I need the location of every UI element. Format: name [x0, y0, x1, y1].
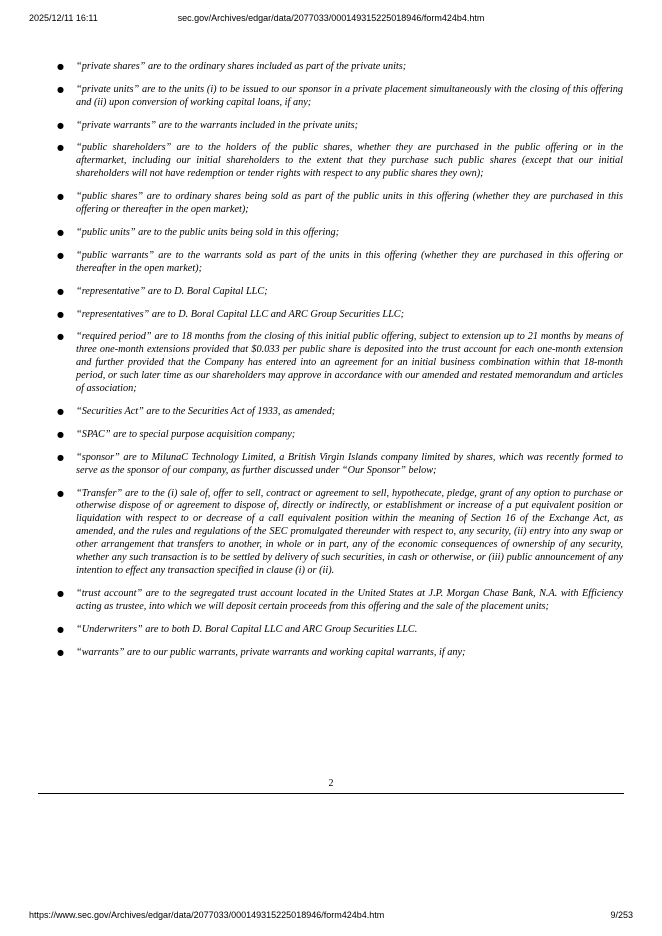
bullet-icon: ● [57, 429, 64, 439]
definition-item [57, 624, 623, 637]
print-url: https://www.sec.gov/Archives/edgar/data/2077033/000149315225018946/form424b4.htm [29, 910, 385, 920]
definition-item [57, 647, 623, 660]
definitions-list [57, 61, 623, 660]
bullet-icon: ● [57, 488, 64, 498]
bullet-icon: ● [57, 120, 64, 130]
print-datetime: 2025/12/11 16:11 [29, 13, 98, 23]
page-divider [38, 793, 624, 794]
definition-text: “representative” are to D. Boral Capital LLC; [76, 285, 268, 297]
definition-item [57, 286, 623, 299]
definition-text: “representatives” are to D. Boral Capital LLC and ARC Group Securities LLC; [76, 308, 405, 320]
definition-item [57, 227, 623, 240]
definition-item [57, 61, 623, 74]
bullet-icon: ● [57, 84, 64, 94]
definition-text: “public units” are to the public units being sold in this offering; [76, 227, 339, 239]
definition-item [57, 309, 623, 322]
definition-item [57, 488, 623, 579]
bullet-icon: ● [57, 286, 64, 296]
definition-text: “public warrants” are to the warrants sold as part of the units in this offering (whether they are purchased in this offering or thereafter in the open market); [76, 249, 623, 274]
bullet-icon: ● [57, 143, 64, 153]
definition-text: “private units” are to the units (i) to be issued to our sponsor in a private placement simultaneously with the closing of this offering and (ii) upon conversion of working capital loans, if any; [76, 83, 623, 108]
bullet-icon: ● [57, 407, 64, 417]
definition-item [57, 331, 623, 396]
definition-item [57, 250, 623, 276]
definition-text: “Transfer” are to the (i) sale of, offer to sell, contract or agreement to sell, hypothecate, pledge, grant of any option to purchase or otherwise dispose of or agreement to dispose of, directly or indirectly, or establishment or increase of a put equivalent position or liquidation with respect to or decrease of a call equivalent position within the meaning of Section 16 of the Exchange Act, as amended, and the rules and regulations of the SEC promulgated thereunder with respect to, any security, (ii) entry into any swap or other arrangement that transfers to another, in whole or in part, any of the economic consequences of ownership of any security, whether any such transaction is to be settled by delivery of such securities, in cash or otherwise, or (iii) public announcement of any intention to effect any transaction specified in clause (i) or (ii). [76, 487, 623, 577]
definition-item [57, 84, 623, 110]
bullet-icon: ● [57, 589, 64, 599]
bullet-icon: ● [57, 624, 64, 634]
definition-item [57, 191, 623, 217]
definition-item [57, 120, 623, 133]
definition-text: “sponsor” are to MilunaC Technology Limited, a British Virgin Islands company limited by shares, which was recently formed to serve as the sponsor of our company, as further discussed under “Our Sponsor” below; [76, 451, 623, 476]
bullet-icon: ● [57, 250, 64, 260]
definition-text: “public shares” are to ordinary shares being sold as part of the public units in this offering (whether they are purchased in this offering or thereafter in the open market); [76, 191, 623, 216]
definition-item [57, 406, 623, 419]
page-number: 2 [328, 778, 334, 789]
bullet-icon: ● [57, 309, 64, 319]
print-header [29, 13, 633, 27]
bullet-icon: ● [57, 332, 64, 342]
print-footer [29, 910, 633, 924]
bullet-icon: ● [57, 647, 64, 657]
document-content [57, 61, 623, 670]
definition-item [57, 452, 623, 478]
definition-item [57, 142, 623, 181]
bullet-icon: ● [57, 228, 64, 238]
definition-text: “private warrants” are to the warrants included in the private units; [76, 119, 359, 131]
bullet-icon: ● [57, 452, 64, 462]
definition-item [57, 588, 623, 614]
definition-text: “SPAC” are to special purpose acquisition company; [76, 428, 296, 440]
definition-text: “warrants” are to our public warrants, private warrants and working capital warrants, if any; [76, 646, 466, 658]
definition-text: “Underwriters” are to both D. Boral Capital LLC and ARC Group Securities LLC. [76, 623, 418, 635]
definition-text: “Securities Act” are to the Securities Act of 1933, as amended; [76, 406, 336, 418]
definition-text: “public shareholders” are to the holders of the public shares, whether they are purchased in the public offering or in the aftermarket, including our initial shareholders to the extent that they purchase such public shares (except that our initial shareholders will not have redemption or tender rights with respect to any public shares they own); [76, 142, 623, 180]
definition-item [57, 429, 623, 442]
definition-text: “required period” are to 18 months from the closing of this initial public offering, subject to extension up to 21 months by means of three one-month extensions provided that $0.033 per public share is deposited into the trust account for each one-month extension and further provided that the Company has entered into an agreement for an initial business combination within that 18-month period, or such later time as our shareholders may approve in accordance with our amended and restated memorandum and articles of association; [76, 331, 623, 395]
bullet-icon: ● [57, 62, 64, 71]
definition-text: “private shares” are to the ordinary shares included as part of the private units; [76, 61, 407, 72]
bullet-icon: ● [57, 192, 64, 202]
print-page-count: 9/253 [610, 910, 633, 920]
print-page-title: sec.gov/Archives/edgar/data/2077033/000149315225018946/form424b4.htm [177, 13, 485, 23]
definition-text: “trust account” are to the segregated trust account located in the United States at J.P. Morgan Chase Bank, N.A. with Efficiency acting as trustee, into which we will deposit certain proceeds from this offering and the sale of the placement units; [76, 588, 623, 613]
